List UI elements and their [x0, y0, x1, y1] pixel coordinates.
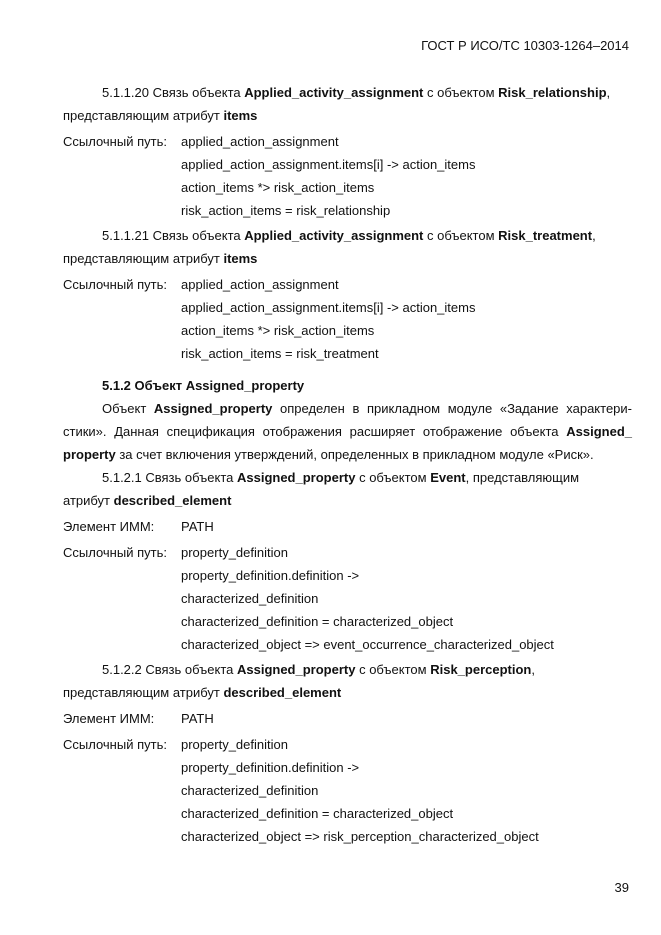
imm-value: PATH [181, 711, 214, 726]
section-5-1-2-body-line [63, 424, 632, 440]
bold-term: Event [430, 470, 466, 485]
text-run: с объектом [355, 470, 431, 485]
bold-term: property [63, 447, 116, 462]
text-run: с объектом [423, 85, 499, 100]
path-line: characterized_definition [181, 591, 319, 606]
text-run: 5.1.1.20 Связь объекта [102, 85, 245, 100]
section-5-1-1-21-title [102, 228, 596, 244]
text-run: 5.1.2.2 Связь объекта [102, 662, 237, 677]
path-line: characterized_definition [181, 783, 319, 798]
path-line: action_items *> risk_action_items [181, 180, 375, 195]
bold-term: Risk_relationship [498, 85, 607, 100]
text-run: с объектом [355, 662, 431, 677]
bold-term: Assigned_property [153, 401, 273, 416]
document-header: ГОСТ Р ИСО/ТС 10303-1264–2014 [421, 38, 629, 53]
path-line: characterized_object => risk_perception_characterized_object [181, 829, 539, 844]
imm-label: Элемент ИММ: [63, 519, 155, 534]
text-run: стики». Данная спецификация отображения расширяет отображение объекта [63, 424, 567, 439]
path-line: risk_action_items = risk_treatment [181, 346, 379, 361]
text-run: , [531, 662, 535, 677]
section-5-1-1-20-title [102, 85, 610, 101]
path-line: applied_action_assignment.items[i] -> action_items [181, 300, 476, 315]
bold-term: Assigned_ [566, 424, 632, 439]
bold-term: Applied_activity_assignment [244, 85, 424, 100]
path-line: action_items *> risk_action_items [181, 323, 375, 338]
path-line: characterized_object => event_occurrence_characterized_object [181, 637, 554, 652]
bold-term: Risk_perception [430, 662, 532, 677]
bold-term: Assigned_property [236, 470, 356, 485]
section-5-1-2-body-line [102, 401, 632, 417]
section-5-1-2-heading: 5.1.2 Объект Assigned_property [102, 378, 305, 393]
path-label: Ссылочный путь: [63, 134, 167, 149]
section-5-1-1-20-title-cont: представляющим атрибут items [63, 108, 258, 123]
text-run: 5.1.1.21 Связь объекта [102, 228, 245, 243]
text-run: , [592, 228, 596, 243]
path-line: property_definition.definition -> [181, 760, 360, 775]
text-run: , [606, 85, 611, 100]
path-label: Ссылочный путь: [63, 277, 167, 292]
text-run: 5.1.2.1 Связь объекта [102, 470, 237, 485]
bold-term: Risk_treatment [498, 228, 593, 243]
text-run: с объектом [423, 228, 499, 243]
section-5-1-2-1-title [102, 470, 579, 486]
path-line: risk_action_items = risk_relationship [181, 203, 391, 218]
path-line: characterized_definition = characterized_object [181, 614, 454, 629]
path-label: Ссылочный путь: [63, 545, 167, 560]
path-line: applied_action_assignment.items[i] -> action_items [181, 157, 476, 172]
imm-label: Элемент ИММ: [63, 711, 155, 726]
path-line: property_definition.definition -> [181, 568, 360, 583]
text-run: Объект [102, 401, 154, 416]
text-run: определен в прикладном модуле «Задание характери- [272, 401, 633, 416]
path-line: property_definition [181, 545, 288, 560]
section-5-1-2-2-title [102, 662, 535, 678]
path-line: characterized_definition = characterized_object [181, 806, 454, 821]
bold-term: Applied_activity_assignment [244, 228, 424, 243]
section-5-1-2-body-line [63, 447, 594, 463]
text-run: за счет включения утверждений, определенных в прикладном модуле «Риск». [115, 447, 594, 462]
bold-term: Assigned_property [236, 662, 356, 677]
section-5-1-2-2-title-cont: представляющим атрибут described_element [63, 685, 342, 700]
path-line: applied_action_assignment [181, 134, 339, 149]
text-run: , представляющим [465, 470, 580, 485]
page-number: 39 [614, 880, 629, 895]
section-5-1-1-21-title-cont: представляющим атрибут items [63, 251, 258, 266]
path-line: property_definition [181, 737, 288, 752]
imm-value: PATH [181, 519, 214, 534]
path-label: Ссылочный путь: [63, 737, 167, 752]
section-5-1-2-1-title-cont: атрибут described_element [63, 493, 232, 508]
path-line: applied_action_assignment [181, 277, 339, 292]
